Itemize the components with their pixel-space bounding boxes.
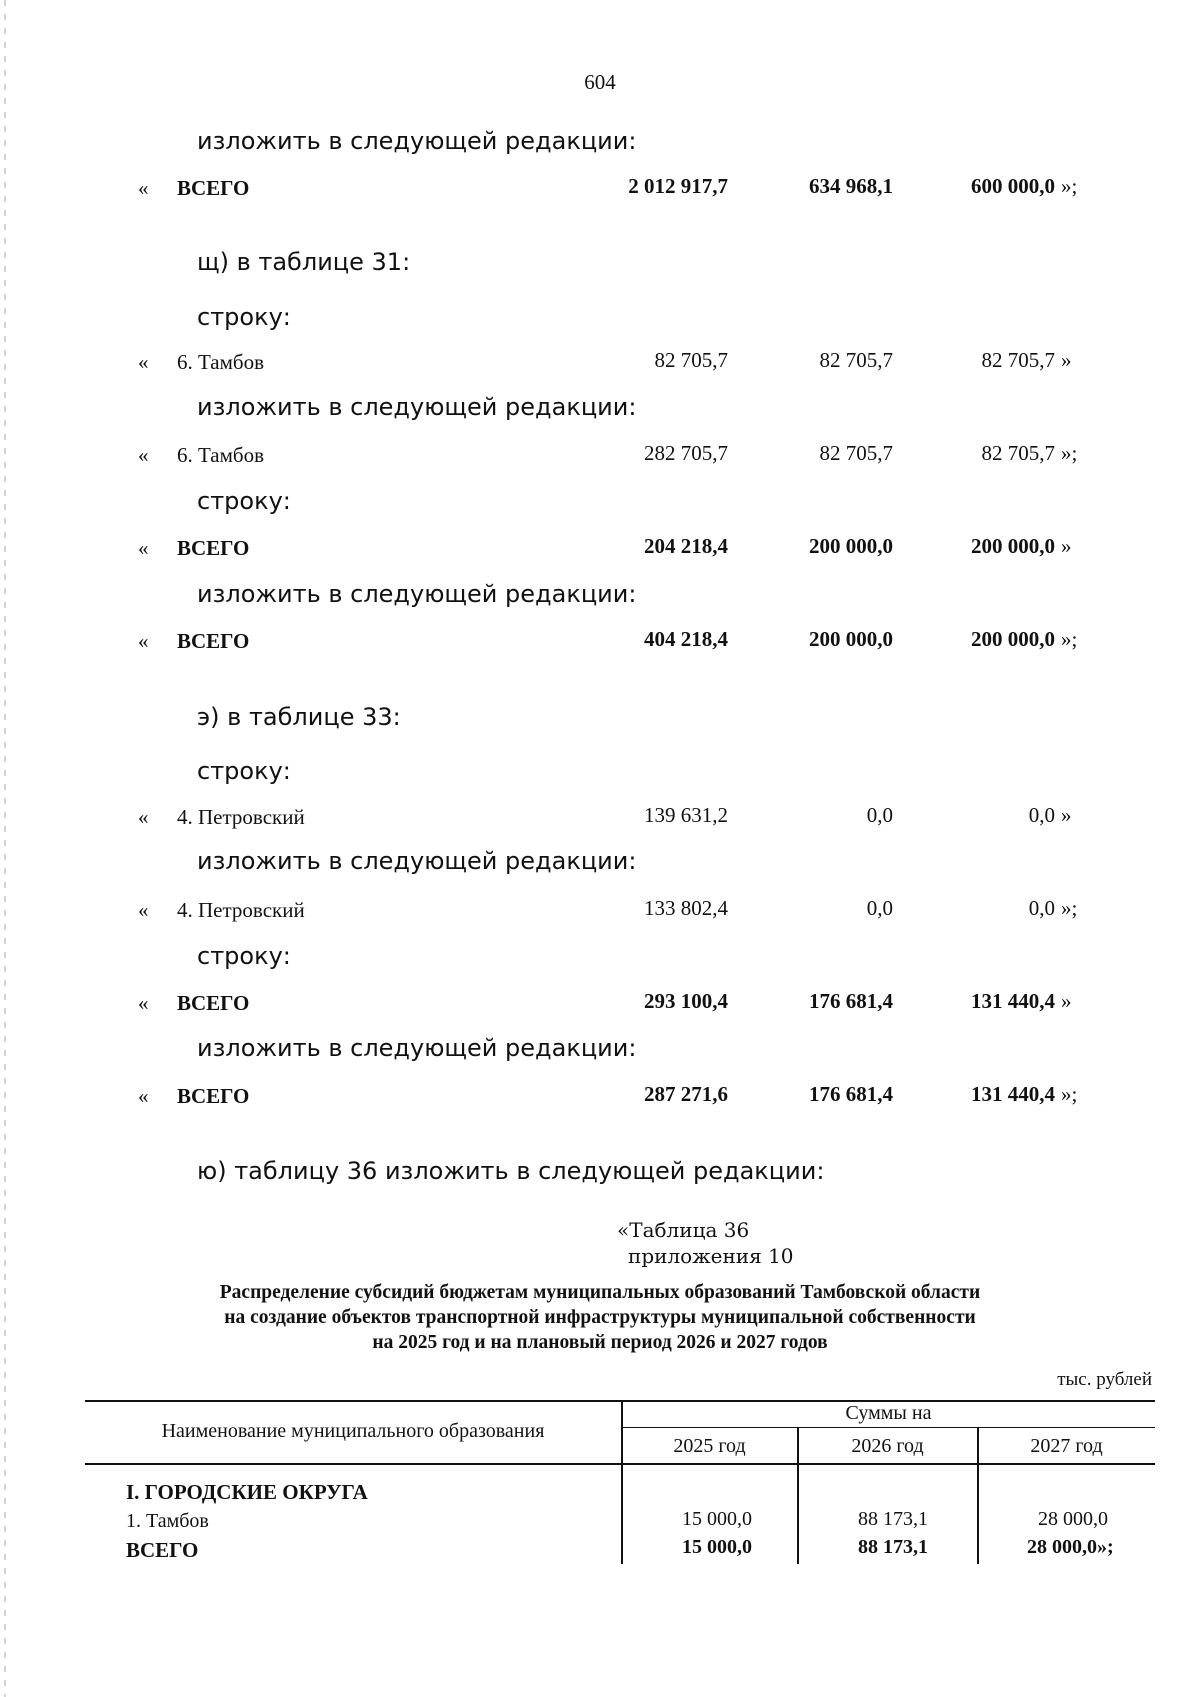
value-2025: 139 631,2: [644, 803, 728, 827]
open-quote: «: [138, 536, 149, 560]
value-2027: 200 000,0: [971, 534, 1055, 558]
subsection-heading: ю) таблицу 36 изложить в следующей редакции:: [197, 1157, 825, 1185]
open-quote: «: [138, 898, 149, 922]
close-quote: »;: [1061, 174, 1078, 198]
table-title-line2: на создание объектов транспортной инфраструктуры муниципальной собственности: [224, 1307, 976, 1328]
value-2026: 200 000,0: [809, 627, 893, 651]
header-sums: Суммы на: [845, 1402, 932, 1424]
open-quote: «: [138, 1084, 149, 1108]
open-quote: «: [138, 350, 149, 374]
header-year-2027: 2027 год: [1030, 1435, 1103, 1457]
value-2026: 176 681,4: [809, 1082, 893, 1106]
value-2026: 200 000,0: [809, 534, 893, 558]
scan-edge-artifact: [4, 0, 6, 1697]
close-quote: »: [1061, 989, 1072, 1013]
value-2027: 600 000,0: [971, 174, 1055, 198]
row-label: 6. Тамбов: [177, 443, 265, 467]
close-quote: »: [1061, 534, 1072, 558]
instruction-text: изложить в следующей редакции:: [197, 847, 637, 875]
value-2027: 131 440,4: [971, 989, 1055, 1013]
instruction-text: строку:: [197, 487, 291, 515]
close-quote: »: [1061, 348, 1072, 372]
value-2025: 15 000,0: [682, 1508, 752, 1530]
subsection-heading: э) в таблице 33:: [197, 703, 401, 731]
table-reference-line2: приложения 10: [628, 1244, 794, 1268]
header-year-2026: 2026 год: [851, 1435, 924, 1457]
close-quote: »;: [1061, 441, 1078, 465]
value-2027: 200 000,0: [971, 627, 1055, 651]
value-2026: 82 705,7: [819, 441, 893, 465]
table-reference: [617, 1217, 794, 1269]
value-2025: 82 705,7: [654, 348, 728, 372]
header-year-2025: 2025 год: [673, 1435, 746, 1457]
page-number: 604: [584, 70, 616, 94]
table-reference-line1: «Таблица 36: [617, 1218, 750, 1242]
value-2026: 634 968,1: [809, 174, 893, 198]
close-quote: »: [1061, 803, 1072, 827]
header-name: Наименование муниципального образования: [161, 1420, 545, 1442]
header-bottom-border: [85, 1463, 1155, 1465]
value-2025: 404 218,4: [644, 627, 728, 651]
row-label: 1. Тамбов: [126, 1510, 209, 1532]
table-title-line1: Распределение субсидий бюджетам муниципальных образований Тамбовской области: [219, 1282, 981, 1303]
value-2027: 0,0: [1028, 896, 1055, 920]
instruction-text: строку:: [197, 303, 291, 331]
value-2027: 82 705,7: [981, 348, 1055, 372]
value-2026: 0,0: [866, 803, 893, 827]
instruction-text: изложить в следующей редакции:: [197, 1034, 637, 1062]
value-2026: 82 705,7: [819, 348, 893, 372]
value-2027: 0,0: [1028, 803, 1055, 827]
open-quote: «: [138, 805, 149, 829]
value-2026: 88 173,1: [858, 1508, 928, 1530]
value-2027: 82 705,7: [981, 441, 1055, 465]
open-quote: «: [138, 991, 149, 1015]
value-2025: 293 100,4: [644, 989, 728, 1013]
open-quote: «: [138, 629, 149, 653]
value-2025: 282 705,7: [644, 441, 728, 465]
close-quote: »;: [1061, 627, 1078, 651]
row-label: ВСЕГО: [177, 1084, 250, 1108]
units-label: тыс. рублей: [1057, 1369, 1152, 1390]
row-label: ВСЕГО: [177, 991, 250, 1015]
row-label: 4. Петровский: [177, 898, 305, 922]
total-2025: 15 000,0: [682, 1536, 752, 1558]
instruction-text: изложить в следующей редакции:: [197, 127, 637, 155]
instruction-text: строку:: [197, 942, 291, 970]
value-2026: 176 681,4: [809, 989, 893, 1013]
row-label: ВСЕГО: [177, 176, 250, 200]
value-2025: 204 218,4: [644, 534, 728, 558]
value-2027: 131 440,4: [971, 1082, 1055, 1106]
open-quote: «: [138, 176, 149, 200]
value-2025: 133 802,4: [644, 896, 728, 920]
subsection-heading: щ) в таблице 31:: [197, 248, 411, 276]
total-label: ВСЕГО: [126, 1538, 199, 1562]
instruction-text: изложить в следующей редакции:: [197, 393, 637, 421]
instruction-text: изложить в следующей редакции:: [197, 580, 637, 608]
total-2027: 28 000,0»;: [1027, 1536, 1114, 1558]
row-label: ВСЕГО: [177, 536, 250, 560]
table-title-line3: на 2025 год и на плановый период 2026 и 2027 годов: [372, 1332, 828, 1353]
value-2025: 2 012 917,7: [628, 174, 728, 198]
value-2026: 0,0: [866, 896, 893, 920]
table-title: [0, 1280, 1200, 1355]
value-2025: 287 271,6: [644, 1082, 728, 1106]
section-heading: I. ГОРОДСКИЕ ОКРУГА: [126, 1480, 368, 1504]
row-label: 4. Петровский: [177, 805, 305, 829]
close-quote: »;: [1061, 896, 1078, 920]
instruction-text: строку:: [197, 757, 291, 785]
row-label: 6. Тамбов: [177, 350, 265, 374]
header-sub-border: [622, 1427, 1155, 1428]
total-2026: 88 173,1: [858, 1536, 928, 1558]
row-label: ВСЕГО: [177, 629, 250, 653]
open-quote: «: [138, 443, 149, 467]
value-2027: 28 000,0: [1038, 1508, 1108, 1530]
close-quote: »;: [1061, 1082, 1078, 1106]
